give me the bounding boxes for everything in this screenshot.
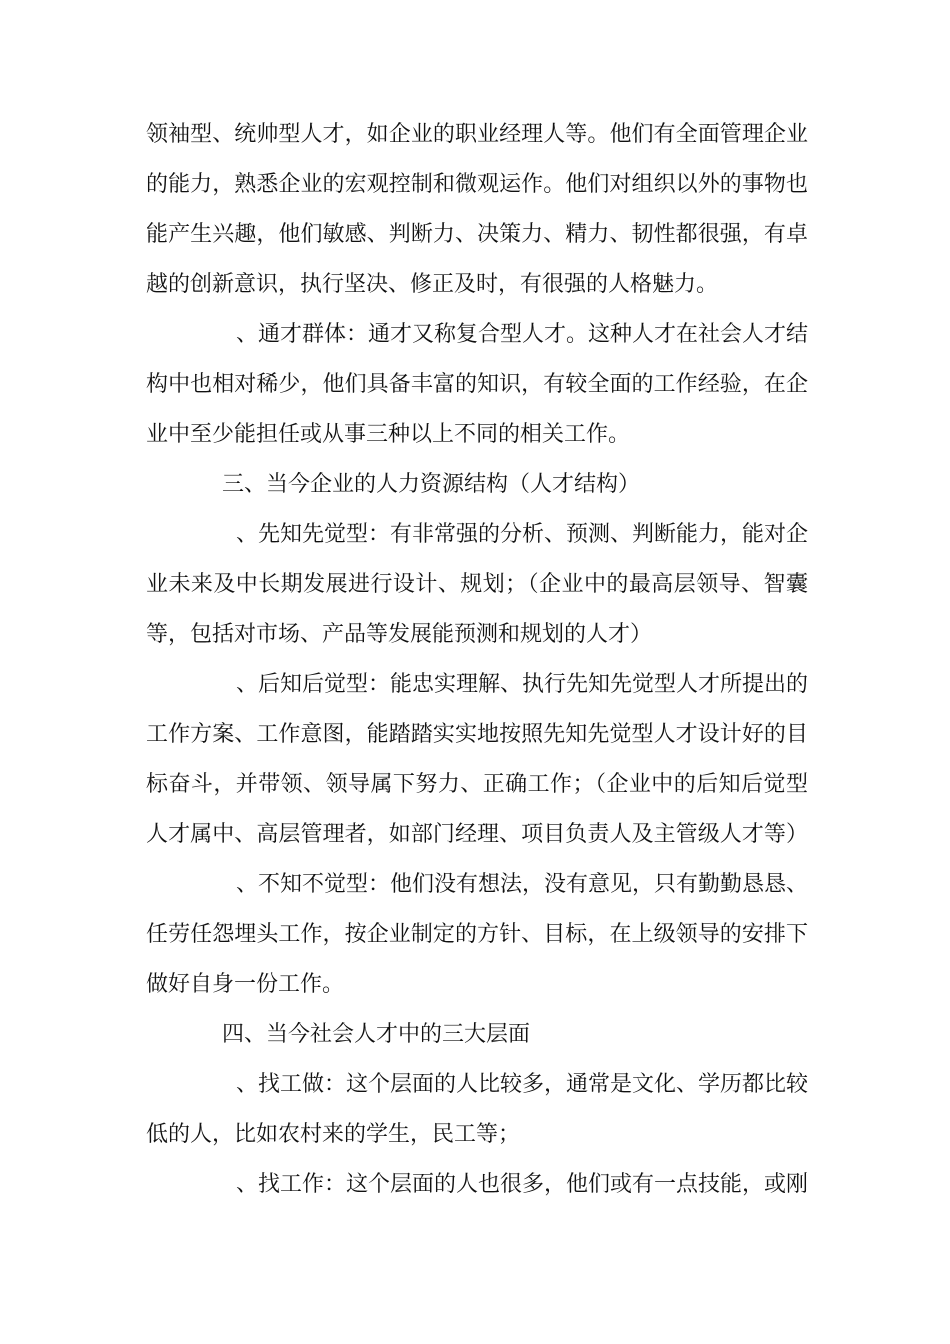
- section-heading: 三、当今企业的人力资源结构（人才结构）: [222, 472, 641, 497]
- paragraph-line: 、找工做：这个层面的人比较多，通常是文化、学历都比较: [236, 1072, 809, 1097]
- section-heading: 四、当今社会人才中的三大层面: [222, 1022, 531, 1047]
- paragraph-line: 领袖型、统帅型人才，如企业的职业经理人等。他们有全面管理企业: [146, 122, 808, 147]
- paragraph-line: 、不知不觉型：他们没有想法，没有意见，只有勤勤恳恳、: [236, 872, 809, 897]
- paragraph-line: 、后知后觉型：能忠实理解、执行先知先觉型人才所提出的: [236, 672, 809, 697]
- paragraph-line: 、通才群体：通才又称复合型人才。这种人才在社会人才结: [236, 322, 809, 347]
- paragraph-line: 工作方案、工作意图，能踏踏实实地按照先知先觉型人才设计好的目: [146, 722, 808, 747]
- paragraph-line: 、找工作：这个层面的人也很多，他们或有一点技能，或刚: [236, 1172, 809, 1197]
- paragraph-line: 低的人，比如农村来的学生，民工等；: [146, 1122, 521, 1147]
- paragraph-line: 的能力，熟悉企业的宏观控制和微观运作。他们对组织以外的事物也: [146, 172, 808, 197]
- paragraph-line: 做好自身一份工作。: [146, 972, 345, 997]
- paragraph-line: 标奋斗，并带领、领导属下努力、正确工作；（企业中的后知后觉型: [146, 772, 808, 797]
- paragraph-line: 任劳任怨埋头工作，按企业制定的方针、目标，在上级领导的安排下: [146, 922, 808, 947]
- paragraph-line: 、先知先觉型：有非常强的分析、预测、判断能力，能对企: [236, 522, 809, 547]
- paragraph-line: 业未来及中长期发展进行设计、规划；（企业中的最高层领导、智囊: [146, 572, 808, 597]
- paragraph-line: 越的创新意识，执行坚决、修正及时，有很强的人格魅力。: [146, 272, 719, 297]
- paragraph-line: 构中也相对稀少，他们具备丰富的知识，有较全面的工作经验，在企: [146, 372, 808, 397]
- paragraph-line: 业中至少能担任或从事三种以上不同的相关工作。: [146, 422, 631, 447]
- paragraph-line: 等，包括对市场、产品等发展能预测和规划的人才）: [146, 622, 653, 647]
- paragraph-line: 能产生兴趣，他们敏感、判断力、决策力、精力、韧性都很强，有卓: [146, 222, 808, 247]
- paragraph-line: 人才属中、高层管理者，如部门经理、项目负责人及主管级人才等）: [146, 822, 808, 847]
